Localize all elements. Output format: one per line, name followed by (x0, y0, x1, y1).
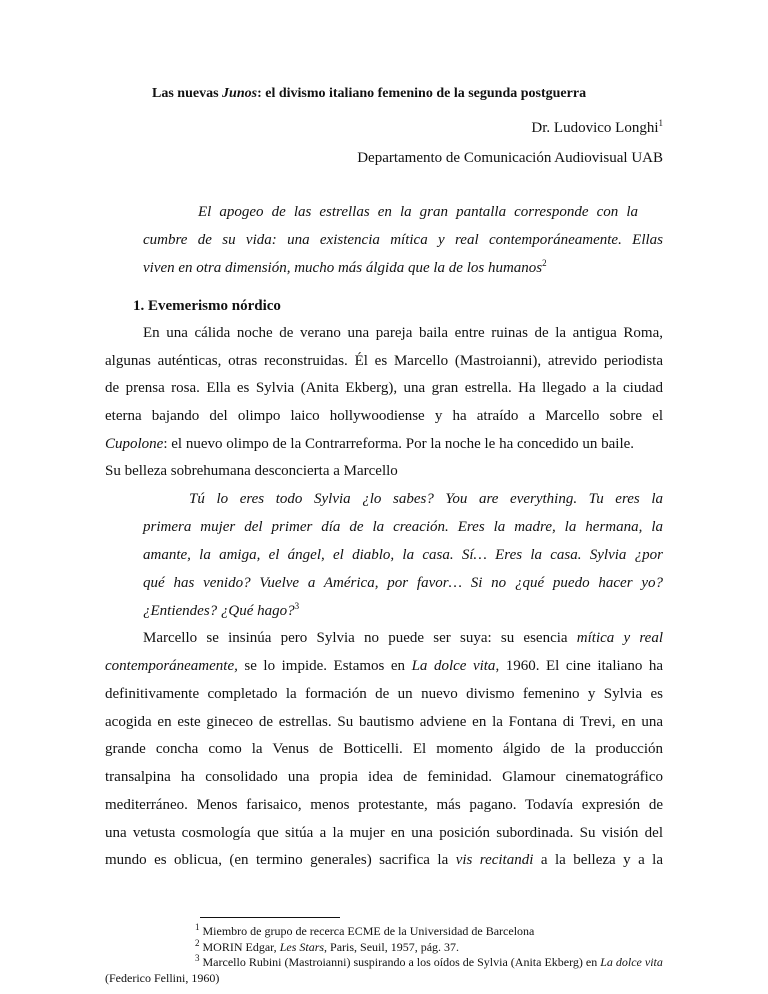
footnote-3: $^3$ Marcello Rubini (Mastroianni) suspirando a los oídos de Sylvia (Anita Ekberg) en La dolce vita (195, 953, 663, 969)
quote-line-3: amante, la amiga, el ángel, el diablo, la casa. Sí… Eres la casa. Sylvia ¿por (143, 547, 663, 563)
quote-line-2: primera mujer del primer día de la creación. Eres la madre, la hermana, la (143, 519, 663, 535)
p2-line-1: Marcello se insinúa pero Sylvia no puede ser suya: su esencia mítica y real (143, 630, 663, 646)
quote-line-1: Tú lo eres todo Sylvia ¿lo sabes? You are everything. Tu eres la (189, 491, 663, 507)
p2-line-6: transalpina ha consolidado una propia idea de feminidad. Glamour cinematográfico (105, 769, 663, 785)
epigraph-line-2: cumbre de su vida: una existencia mítica y real contemporáneamente. Ellas (143, 232, 663, 248)
footnote-separator (200, 917, 340, 918)
p1-line-5: Cupolone: el nuevo olimpo de la Contrarreforma. Por la noche le ha concedido un baile. (105, 436, 635, 452)
footnote-2: $^2$ MORIN Edgar, Les Stars, Paris, Seuil, 1957, pág. 37. (195, 938, 460, 954)
p1-line-2: algunas auténticas, otras reconstruidas. Él es Marcello (Mastroianni), atrevido periodista (105, 353, 663, 369)
footnote-ref-3[interactable]: 3 (294, 601, 300, 611)
p1-line-3: de prensa rosa. Ella es Sylvia (Anita Ekberg), una gran estrella. Ha llegado a la ciudad (105, 380, 663, 396)
title-italic: Junos (222, 86, 258, 101)
epigraph-line-3: viven en otra dimensión, mucho más álgida que la de los humanos$^2$ (143, 258, 547, 276)
p1-line-4: eterna bajando del olimpo laico hollywoodiense y ha atraído a Marcello sobre el (105, 408, 663, 424)
p2-line-7: mediterráneo. Menos farisaico, menos protestante, más pagano. Todavía expresión de (105, 797, 663, 813)
paper-title: Las nuevas Junos: el divismo italiano femenino de la segunda postguerra (152, 86, 587, 101)
p2-line-4: acogida en este gineceo de estrellas. Su bautismo adviene en la Fontana di Trevi, en una (105, 714, 663, 730)
epigraph-line-1: El apogeo de las estrellas en la gran pantalla corresponde con la (198, 204, 638, 220)
p1-line-6: Su belleza sobrehumana desconcierta a Marcello (105, 463, 398, 479)
quote-line-5: ¿Entiendes? ¿Qué hago?$^3$ (143, 601, 300, 619)
footnote-ref-1[interactable]: 1 (658, 118, 663, 128)
footnote-1: $^1$ Miembro de grupo de recerca ECME de la Universidad de Barcelona (195, 922, 535, 938)
p2-line-3: definitivamente completado la formación de un nuevo divismo femenino y Sylvia es (105, 686, 663, 702)
footnote-3-cont: (Federico Fellini, 1960) (105, 971, 220, 985)
p2-line-9: mundo es oblicua, (en termino generales) sacrifica la vis recitandi a la belleza y a la (105, 852, 664, 868)
quote-line-4: qué has venido? Vuelve a América, por favor… Si no ¿qué puedo hacer yo? (143, 575, 663, 591)
section-heading: 1. Evemerismo nórdico (133, 298, 281, 314)
author-line: Dr. Ludovico Longhi$^1$ (531, 118, 663, 136)
department: Departamento de Comunicación Audiovisual UAB (357, 150, 663, 166)
p1-line-1: En una cálida noche de verano una pareja baila entre ruinas de la antigua Roma, (143, 325, 663, 341)
footnote-ref-2[interactable]: 2 (542, 258, 547, 268)
p2-line-8: una vetusta cosmología que sitúa a la mujer en una posición subordinada. Su visión del (105, 825, 663, 841)
p2-line-5: grande concha como la Venus de Botticelli. El momento álgido de la producción (105, 741, 663, 757)
p2-line-2: contemporáneamente, se lo impide. Estamos en La dolce vita, 1960. El cine italiano ha (105, 658, 663, 674)
